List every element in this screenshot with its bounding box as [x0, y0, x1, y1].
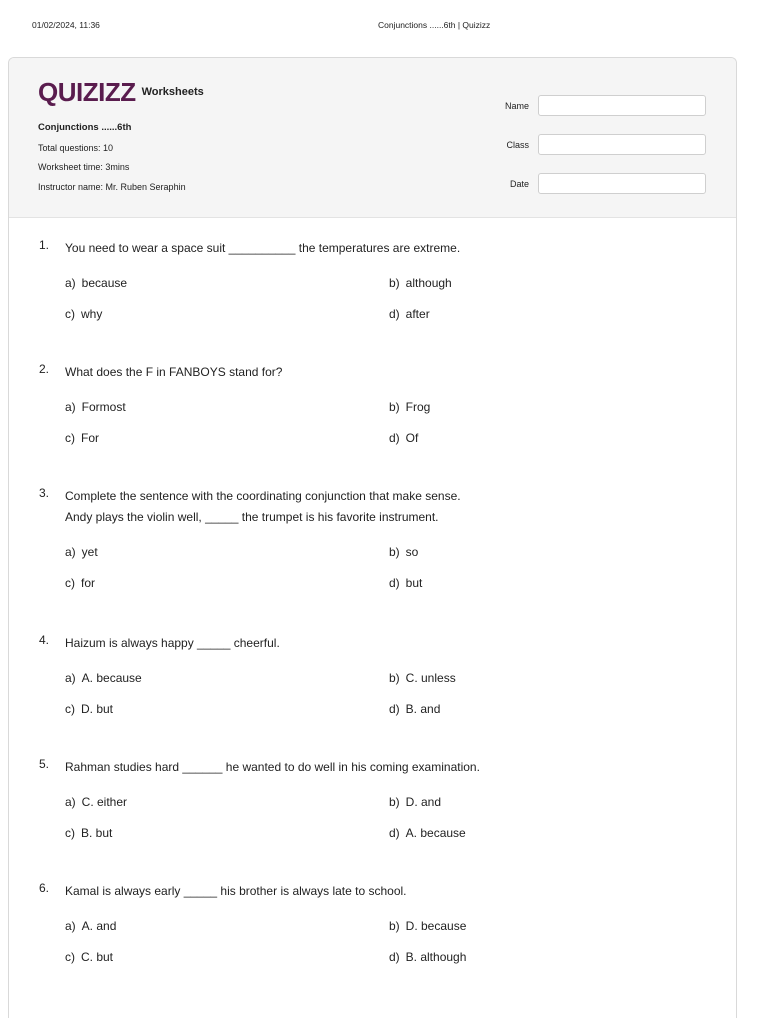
option-d[interactable]: d) A. because [389, 826, 466, 840]
question-number: 4. [39, 633, 50, 647]
question-number: 6. [39, 881, 50, 895]
option-a[interactable]: a) A. and [65, 919, 117, 933]
question-options [65, 916, 736, 968]
option-b[interactable]: b) although [389, 276, 452, 290]
question-text: What does the F in FANBOYS stand for? [65, 365, 283, 379]
option-b[interactable]: b) so [389, 545, 419, 559]
question-number: 1. [39, 238, 50, 252]
question-3 [9, 486, 736, 594]
option-a[interactable]: a) C. either [65, 795, 128, 809]
class-field[interactable] [538, 134, 706, 155]
question-options [65, 792, 736, 844]
student-fields [505, 86, 706, 203]
question-2 [9, 362, 736, 449]
question-number: 2. [39, 362, 50, 376]
brand [38, 78, 204, 106]
instructor-name: Instructor name: Mr. Ruben Seraphin [38, 181, 186, 192]
print-header [0, 0, 768, 40]
question-options [65, 668, 736, 720]
option-c[interactable]: c) For [65, 431, 99, 445]
option-b[interactable]: b) Frog [389, 400, 431, 414]
question-text: Complete the sentence with the coordinating conjunction that make sense. [65, 489, 461, 503]
option-d[interactable]: d) B. although [389, 950, 467, 964]
option-a[interactable]: a) A. because [65, 671, 142, 685]
name-field[interactable] [538, 95, 706, 116]
question-options [65, 542, 736, 594]
option-c[interactable]: c) C. but [65, 950, 114, 964]
option-a[interactable]: a) because [65, 276, 128, 290]
option-a[interactable]: a) yet [65, 545, 98, 559]
question-text: Rahman studies hard ______ he wanted to do well in his coming examination. [65, 760, 480, 774]
option-c[interactable]: c) B. but [65, 826, 113, 840]
question-number: 3. [39, 486, 50, 500]
question-1 [9, 238, 736, 325]
field-row-date [505, 164, 706, 203]
date-label: Date [509, 178, 529, 189]
question-text: Kamal is always early _____ his brother is always late to school. [65, 884, 407, 898]
worksheet-card [8, 57, 737, 1018]
worksheet-time: Worksheet time: 3mins [38, 162, 130, 172]
option-d[interactable]: d) Of [389, 431, 419, 445]
worksheet-title: Conjunctions ......6th [38, 122, 132, 133]
option-b[interactable]: b) D. because [389, 919, 467, 933]
option-d[interactable]: d) but [389, 576, 423, 590]
option-d[interactable]: d) B. and [389, 702, 441, 716]
class-label: Class [506, 139, 529, 150]
question-options [65, 273, 736, 325]
question-number: 5. [39, 757, 50, 771]
question-6 [9, 881, 736, 968]
date-field[interactable] [538, 173, 706, 194]
question-5 [9, 757, 736, 844]
option-b[interactable]: b) D. and [389, 795, 442, 809]
question-options [65, 397, 736, 449]
print-timestamp: 01/02/2024, 11:36 [32, 20, 100, 30]
print-page-title: Conjunctions ......6th | Quizizz [378, 20, 491, 30]
question-text: You need to wear a space suit __________ the temperatures are extreme. [65, 241, 461, 255]
question-4 [9, 633, 736, 720]
total-questions: Total questions: 10 [38, 142, 114, 153]
option-c[interactable]: c) why [65, 307, 103, 321]
name-label: Name [504, 100, 529, 111]
worksheet-header [9, 58, 736, 218]
question-text-line-2: Andy plays the violin well, _____ the trumpet is his favorite instrument. [65, 510, 439, 524]
field-row-class [505, 125, 706, 164]
field-row-name [505, 86, 706, 125]
option-d[interactable]: d) after [389, 307, 430, 321]
worksheet-meta [38, 120, 186, 198]
option-c[interactable]: c) for [65, 576, 96, 590]
option-c[interactable]: c) D. but [65, 702, 114, 716]
option-a[interactable]: a) Formost [65, 400, 126, 414]
question-text: Haizum is always happy _____ cheerful. [65, 636, 280, 650]
quizizz-logo: QUIZIZZ [38, 77, 136, 107]
brand-subtitle: Worksheets [141, 86, 204, 98]
option-b[interactable]: b) C. unless [389, 671, 456, 685]
